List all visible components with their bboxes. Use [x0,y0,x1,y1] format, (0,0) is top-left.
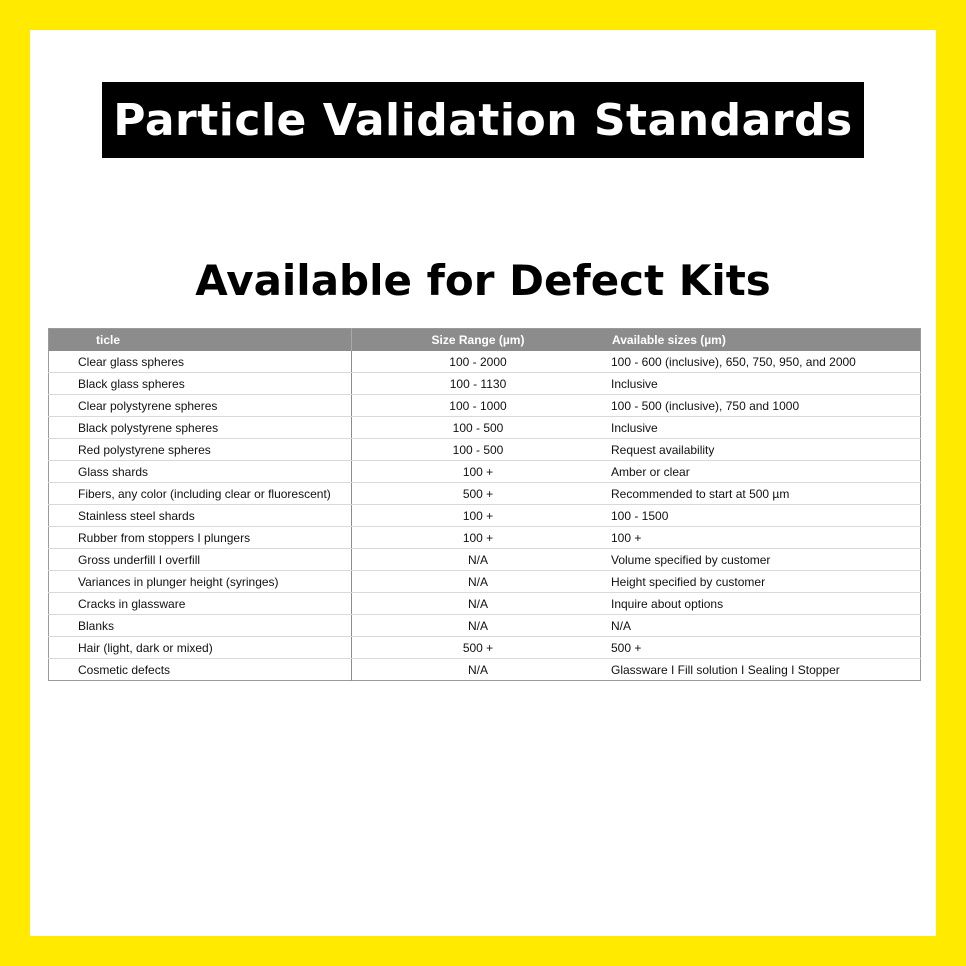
table-row [49,417,921,439]
cell-particle: Variances in plunger height (syringes) [49,571,352,593]
table-row [49,615,921,637]
table-row [49,527,921,549]
header-available-sizes: Available sizes (µm) [604,329,921,352]
table-row [49,351,921,373]
table-row [49,593,921,615]
cell-available-sizes: Height specified by customer [604,571,921,593]
cell-particle: Hair (light, dark or mixed) [49,637,352,659]
section-subtitle: Available for Defect Kits [195,256,771,305]
cell-particle: Gross underfill I overfill [49,549,352,571]
cell-size-range: 100 + [352,527,605,549]
cell-available-sizes: Inclusive [604,373,921,395]
table-row [49,549,921,571]
cell-available-sizes: 100 - 600 (inclusive), 650, 750, 950, and 2000 [604,351,921,373]
table-row [49,505,921,527]
table-row [49,395,921,417]
table-row [49,637,921,659]
cell-size-range: N/A [467,662,488,677]
table-row [49,571,921,593]
table-row [49,439,921,461]
cell-particle: Red polystyrene spheres [49,439,352,461]
cell-size-range: 100 + [352,461,605,483]
cell-size-range: 500 + [352,637,605,659]
cell-particle: Stainless steel shards [49,505,352,527]
cell-available-sizes: 100 - 500 (inclusive), 750 and 1000 [604,395,921,417]
page-title: Particle Validation Standards [113,94,853,146]
table-row [49,373,921,395]
cell-particle: Fibers, any color (including clear or fluorescent) [49,483,352,505]
cell-particle: Clear glass spheres [49,351,352,373]
header-particle: ticle [49,329,352,352]
cell-available-sizes: 500 + [604,637,921,659]
cell-available-sizes: 100 + [604,527,921,549]
cell-size-range: 100 - 2000 [352,351,605,373]
cell-available-sizes: Glassware I Fill solution I Sealing I Stopper [611,662,840,677]
header-size-range: Size Range (µm) [352,329,605,352]
cell-particle: Black polystyrene spheres [49,417,352,439]
table-row [49,461,921,483]
cell-available-sizes: Recommended to start at 500 µm [604,483,921,505]
title-banner [102,82,864,158]
cell-size-range: 100 - 1130 [352,373,605,395]
cell-particle: Blanks [49,615,352,637]
cell-size-range: N/A [352,571,605,593]
cell-available-sizes: N/A [604,615,921,637]
cell-particle: Clear polystyrene spheres [49,395,352,417]
defect-kits-table [48,328,921,681]
cell-size-range: N/A [352,593,605,615]
cell-size-range: N/A [352,615,605,637]
cell-particle: Cracks in glassware [49,593,352,615]
cell-size-range: 100 + [352,505,605,527]
cell-particle: Glass shards [49,461,352,483]
cell-particle: Black glass spheres [49,373,352,395]
cell-size-range: 500 + [352,483,605,505]
table-row [49,659,921,681]
cell-particle: Rubber from stoppers I plungers [49,527,352,549]
cell-available-sizes: 100 - 1500 [604,505,921,527]
cell-size-range: N/A [352,549,605,571]
table-row [49,483,921,505]
cell-size-range: 100 - 1000 [352,395,605,417]
cell-size-range: 100 - 500 [352,417,605,439]
cell-available-sizes: Volume specified by customer [604,549,921,571]
cell-particle: Cosmetic defects [49,659,352,681]
cell-available-sizes: Request availability [604,439,921,461]
cell-available-sizes: Inquire about options [604,593,921,615]
cell-size-range: 100 - 500 [352,439,605,461]
table-header-row [49,329,921,352]
cell-available-sizes: Amber or clear [604,461,921,483]
cell-available-sizes: Inclusive [604,417,921,439]
